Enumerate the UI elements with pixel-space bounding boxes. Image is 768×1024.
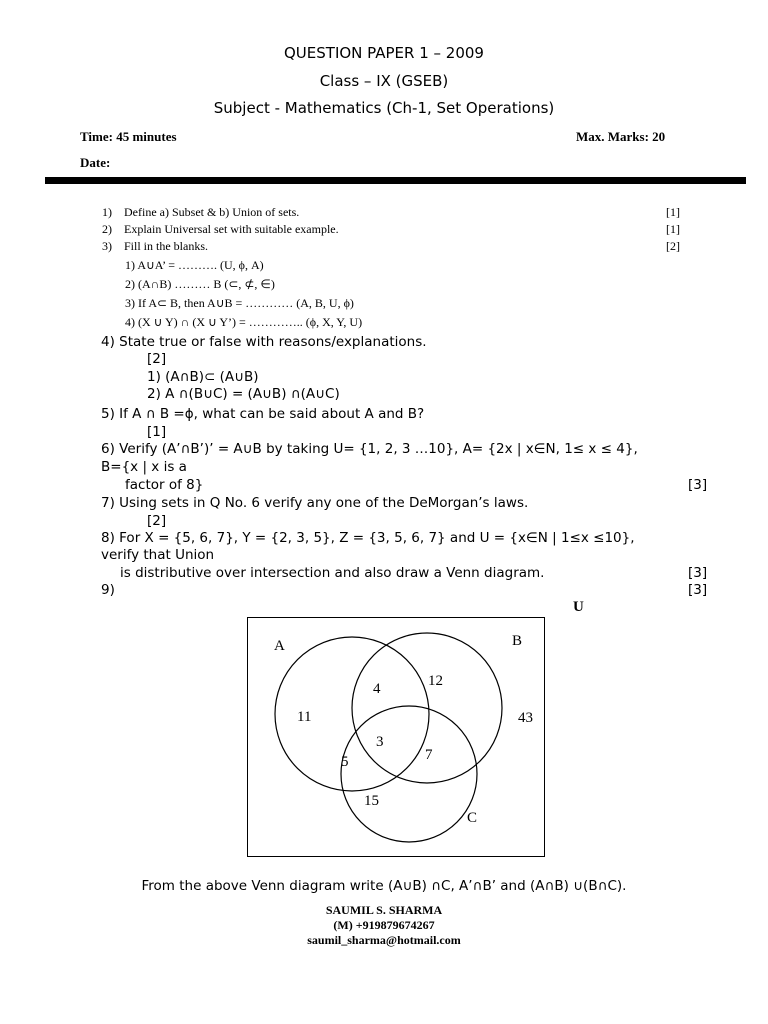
date-label: Date: (80, 155, 111, 170)
q9-number: 9) (101, 582, 115, 598)
venn-diagram (247, 617, 545, 858)
region-a-and-c: 5 (341, 754, 349, 770)
q8-line-1: 8) For X = {5, 6, 7}, Y = {2, 3, 5}, Z = {3, 5, 6, 7} and U = {x∈N | 1≤x ≤10}, (101, 530, 635, 546)
q3-number: 3) (102, 239, 112, 253)
q4-statement-2: 2) A ∩(B∪C) = (A∪B) ∩(A∪C) (147, 386, 340, 402)
q4-text: 4) State true or false with reasons/explanations. (101, 334, 427, 350)
author-email: saumil_sharma@hotmail.com (307, 933, 461, 947)
blank-1: 1) A∪A’ = ………. (U, ϕ, A) (125, 258, 264, 272)
blank-3: 3) If A⊂ B, then A∪B = ………… (A, B, U, ϕ) (125, 296, 354, 310)
region-only-c: 15 (364, 793, 379, 809)
q4-statement-1: 1) (A∩B)⊂ (A∪B) (147, 369, 259, 385)
q6-line-2: B={x | x is a (101, 459, 187, 475)
page-title: QUESTION PAPER 1 – 2009 (284, 44, 484, 62)
header-divider (45, 177, 746, 184)
set-c-label: C (467, 810, 478, 826)
set-c-circle (341, 706, 477, 842)
q2-text: Explain Universal set with suitable example. (124, 222, 339, 236)
q3-text: Fill in the blanks. (124, 239, 208, 253)
universe-rectangle (248, 618, 545, 857)
q8-mark: [3] (688, 565, 708, 581)
venn-universe-label: U (573, 599, 584, 615)
q5-mark: [1] (147, 424, 167, 440)
q8-line-2: verify that Union (101, 547, 215, 563)
q6-mark: [3] (688, 477, 708, 493)
region-a-b-c: 3 (376, 734, 384, 750)
q7-mark: [2] (147, 513, 167, 529)
q6-line-3: factor of 8} (125, 477, 204, 493)
q1-text: Define a) Subset & b) Union of sets. (124, 205, 300, 219)
region-only-b: 12 (428, 673, 443, 689)
time-label: Time: 45 minutes (80, 129, 177, 144)
q2-mark: [1] (666, 222, 680, 236)
q9-mark: [3] (688, 582, 708, 598)
q8-line-3: is distributive over intersection and also draw a Venn diagram. (120, 565, 545, 581)
class-line: Class – IX (GSEB) (319, 72, 449, 90)
region-a-and-b: 4 (373, 681, 381, 697)
q2-number: 2) (102, 222, 112, 236)
region-only-a: 11 (297, 709, 312, 725)
set-b-label: B (512, 633, 523, 649)
q6-line-1: 6) Verify (A’∩B’)’ = A∪B by taking U= {1, 2, 3 …10}, A= {2x | x∈N, 1≤ x ≤ 4}, (101, 441, 638, 457)
q4-mark: [2] (147, 351, 167, 367)
author-name: SAUMIL S. SHARMA (325, 903, 443, 917)
region-b-and-c: 7 (425, 747, 433, 763)
venn-instruction: From the above Venn diagram write (A∪B) ∩C, A’∩B’ and (A∩B) ∪(B∩C). (141, 878, 627, 894)
q1-number: 1) (102, 205, 112, 219)
set-a-label: A (274, 638, 285, 654)
q7-text: 7) Using sets in Q No. 6 verify any one of the DeMorgan’s laws. (101, 495, 529, 511)
subject-line: Subject - Mathematics (Ch-1, Set Operations) (213, 99, 555, 117)
q5-text: 5) If A ∩ B =ϕ, what can be said about A and B? (101, 406, 425, 422)
blank-2: 2) (A∩B) ……… B (⊂, ⊄, ∈) (125, 277, 275, 291)
q3-mark: [2] (666, 239, 680, 253)
blank-4: 4) (X ∪ Y) ∩ (X ∪ Y’) = ………….. (ϕ, X, Y, U) (125, 315, 363, 329)
region-outside: 43 (518, 710, 533, 726)
max-marks-label: Max. Marks: 20 (576, 129, 666, 144)
author-phone: (M) +919879674267 (333, 918, 435, 932)
q1-mark: [1] (666, 205, 680, 219)
